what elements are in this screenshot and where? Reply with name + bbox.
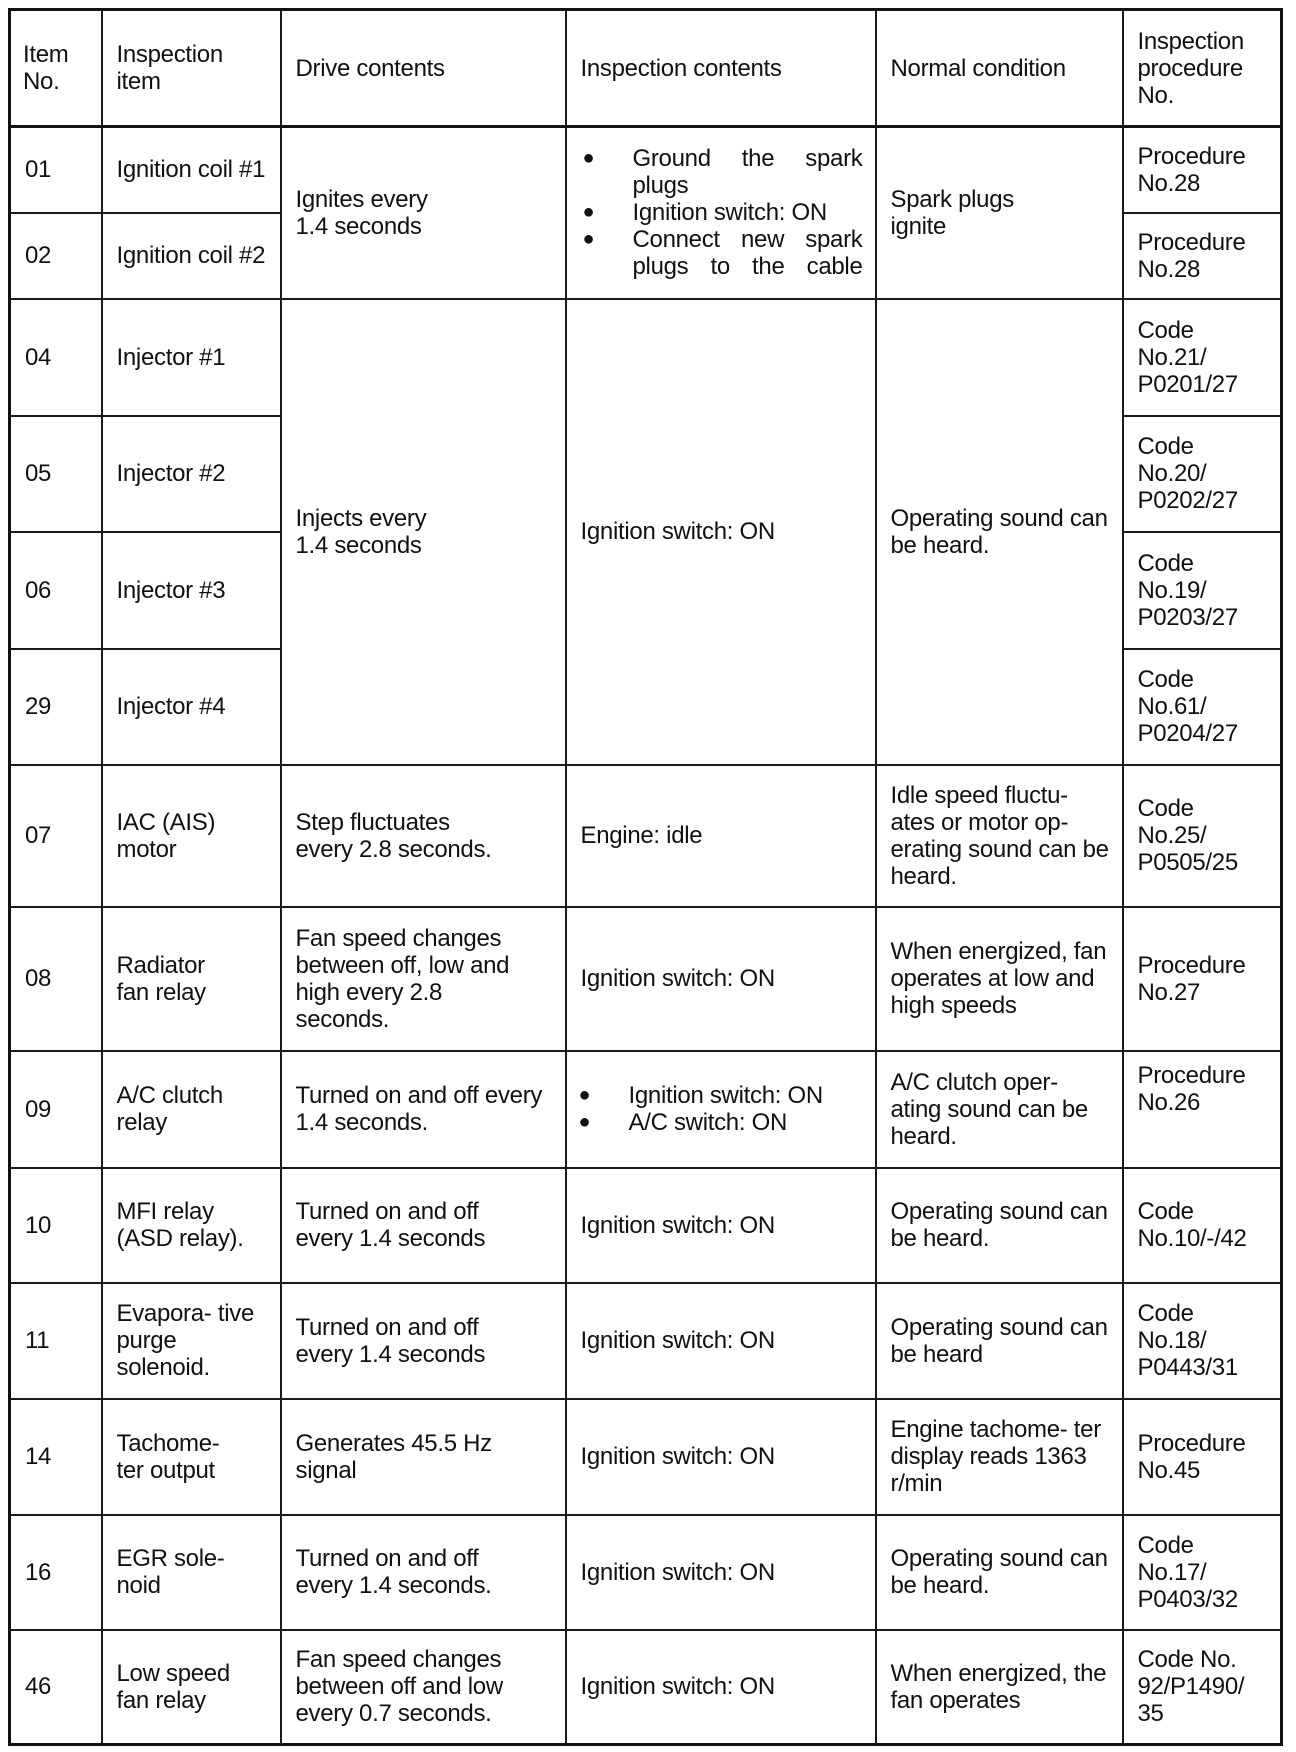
item-no: 16 xyxy=(10,1515,102,1630)
header-row xyxy=(10,10,1282,127)
procedure-no: Code No.20/ P0202/27 xyxy=(1123,416,1282,532)
inspection-item: EGR sole- noid xyxy=(102,1515,281,1630)
item-no: 29 xyxy=(10,649,102,765)
item-no: 09 xyxy=(10,1051,102,1168)
drive-contents: Fan speed changes between off and low every 0.7 seconds. xyxy=(281,1630,566,1745)
item-no: 01 xyxy=(10,127,102,213)
item-no: 11 xyxy=(10,1283,102,1399)
inspection-item: Injector #1 xyxy=(102,299,281,416)
drive-contents: Step fluctuates every 2.8 seconds. xyxy=(281,765,566,907)
table-row xyxy=(10,299,1282,416)
item-no: 10 xyxy=(10,1168,102,1283)
inspection-item: Low speed fan relay xyxy=(102,1630,281,1745)
procedure-no: Code No.61/ P0204/27 xyxy=(1123,649,1282,765)
normal-condition: Engine tachome- ter display reads 1363 r/min xyxy=(876,1399,1123,1515)
inspection-item: Evapora- tive purge solenoid. xyxy=(102,1283,281,1399)
inspection-contents: Ignition switch: ON xyxy=(566,1283,876,1399)
header-procedure-no: Inspection procedure No. xyxy=(1123,10,1282,127)
inspection-contents: Ignition switch: ON xyxy=(566,1630,876,1745)
header-item-no: Item No. xyxy=(10,10,102,127)
procedure-no: Code No.18/ P0443/31 xyxy=(1123,1283,1282,1399)
inspection-contents: Ignition switch: ON xyxy=(566,907,876,1051)
inspection-item: Injector #4 xyxy=(102,649,281,765)
item-no: 02 xyxy=(10,213,102,299)
table-row xyxy=(10,765,1282,907)
inspection-item: Injector #2 xyxy=(102,416,281,532)
procedure-no: Code No.10/-/42 xyxy=(1123,1168,1282,1283)
procedure-no: Procedure No.28 xyxy=(1123,213,1282,299)
item-no: 05 xyxy=(10,416,102,532)
normal-condition: Operating sound can be heard xyxy=(876,1283,1123,1399)
inspection-item: IAC (AIS) motor xyxy=(102,765,281,907)
inspection-contents: Ignition switch: ON xyxy=(566,299,876,765)
table-row xyxy=(10,1399,1282,1515)
inspection-step: ● Ignition switch: ON xyxy=(577,1082,863,1109)
procedure-no: Code No.21/ P0201/27 xyxy=(1123,299,1282,416)
inspection-contents-list xyxy=(581,145,863,280)
inspection-contents-list xyxy=(577,1082,863,1136)
inspection-contents: Engine: idle xyxy=(566,765,876,907)
item-no: 14 xyxy=(10,1399,102,1515)
drive-contents: Turned on and off every 1.4 seconds xyxy=(281,1168,566,1283)
inspection-item: MFI relay (ASD relay). xyxy=(102,1168,281,1283)
inspection-item: Tachome- ter output xyxy=(102,1399,281,1515)
table-row xyxy=(10,1168,1282,1283)
inspection-contents: Ignition switch: ON xyxy=(566,1515,876,1630)
drive-contents: Injects every 1.4 seconds xyxy=(281,299,566,765)
drive-contents: Turned on and off every 1.4 seconds. xyxy=(281,1515,566,1630)
table-row xyxy=(10,907,1282,1051)
inspection-step: ● Connect new spark plugs to the cable xyxy=(581,226,863,280)
drive-contents: Fan speed changes between off, low and high every 2.8 seconds. xyxy=(281,907,566,1051)
item-no: 46 xyxy=(10,1630,102,1745)
normal-condition: When energized, fan operates at low and high speeds xyxy=(876,907,1123,1051)
header-normal-condition: Normal condition xyxy=(876,10,1123,127)
table-row xyxy=(10,1283,1282,1399)
actuator-test-table xyxy=(8,8,1283,1746)
procedure-no: Code No. 92/P1490/ 35 xyxy=(1123,1630,1282,1745)
normal-condition: Idle speed fluctu- ates or motor op- erating sound can be heard. xyxy=(876,765,1123,907)
header-inspection-item: Inspection item xyxy=(102,10,281,127)
inspection-item: Radiator fan relay xyxy=(102,907,281,1051)
drive-contents: Turned on and off every 1.4 seconds xyxy=(281,1283,566,1399)
inspection-item: Ignition coil #1 xyxy=(102,127,281,213)
inspection-step: ● Ignition switch: ON xyxy=(581,199,863,226)
table-row xyxy=(10,1515,1282,1630)
drive-contents: Generates 45.5 Hz signal xyxy=(281,1399,566,1515)
table-row xyxy=(10,127,1282,213)
procedure-no: Code No.17/ P0403/32 xyxy=(1123,1515,1282,1630)
normal-condition: Operating sound can be heard. xyxy=(876,299,1123,765)
inspection-item: Injector #3 xyxy=(102,532,281,649)
inspection-item: A/C clutch relay xyxy=(102,1051,281,1168)
inspection-contents xyxy=(566,1051,876,1168)
procedure-no: Procedure No.26 xyxy=(1123,1051,1282,1168)
procedure-no: Procedure No.45 xyxy=(1123,1399,1282,1515)
normal-condition: When energized, the fan operates xyxy=(876,1630,1123,1745)
inspection-item: Ignition coil #2 xyxy=(102,213,281,299)
inspection-contents: Ignition switch: ON xyxy=(566,1168,876,1283)
inspection-step: ● A/C switch: ON xyxy=(577,1109,863,1136)
procedure-no: Procedure No.27 xyxy=(1123,907,1282,1051)
inspection-contents xyxy=(566,127,876,299)
procedure-no: Code No.19/ P0203/27 xyxy=(1123,532,1282,649)
table-row xyxy=(10,1630,1282,1745)
item-no: 08 xyxy=(10,907,102,1051)
procedure-no: Procedure No.28 xyxy=(1123,127,1282,213)
normal-condition: Operating sound can be heard. xyxy=(876,1515,1123,1630)
inspection-step: ● Ground the spark plugs xyxy=(581,145,863,199)
drive-contents: Ignites every 1.4 seconds xyxy=(281,127,566,299)
drive-contents: Turned on and off every 1.4 seconds. xyxy=(281,1051,566,1168)
inspection-contents: Ignition switch: ON xyxy=(566,1399,876,1515)
header-inspection-contents: Inspection contents xyxy=(566,10,876,127)
table-row xyxy=(10,1051,1282,1168)
header-drive-contents: Drive contents xyxy=(281,10,566,127)
item-no: 04 xyxy=(10,299,102,416)
normal-condition: Operating sound can be heard. xyxy=(876,1168,1123,1283)
item-no: 07 xyxy=(10,765,102,907)
normal-condition: A/C clutch oper- ating sound can be heard. xyxy=(876,1051,1123,1168)
procedure-no: Code No.25/ P0505/25 xyxy=(1123,765,1282,907)
normal-condition: Spark plugs ignite xyxy=(876,127,1123,299)
item-no: 06 xyxy=(10,532,102,649)
